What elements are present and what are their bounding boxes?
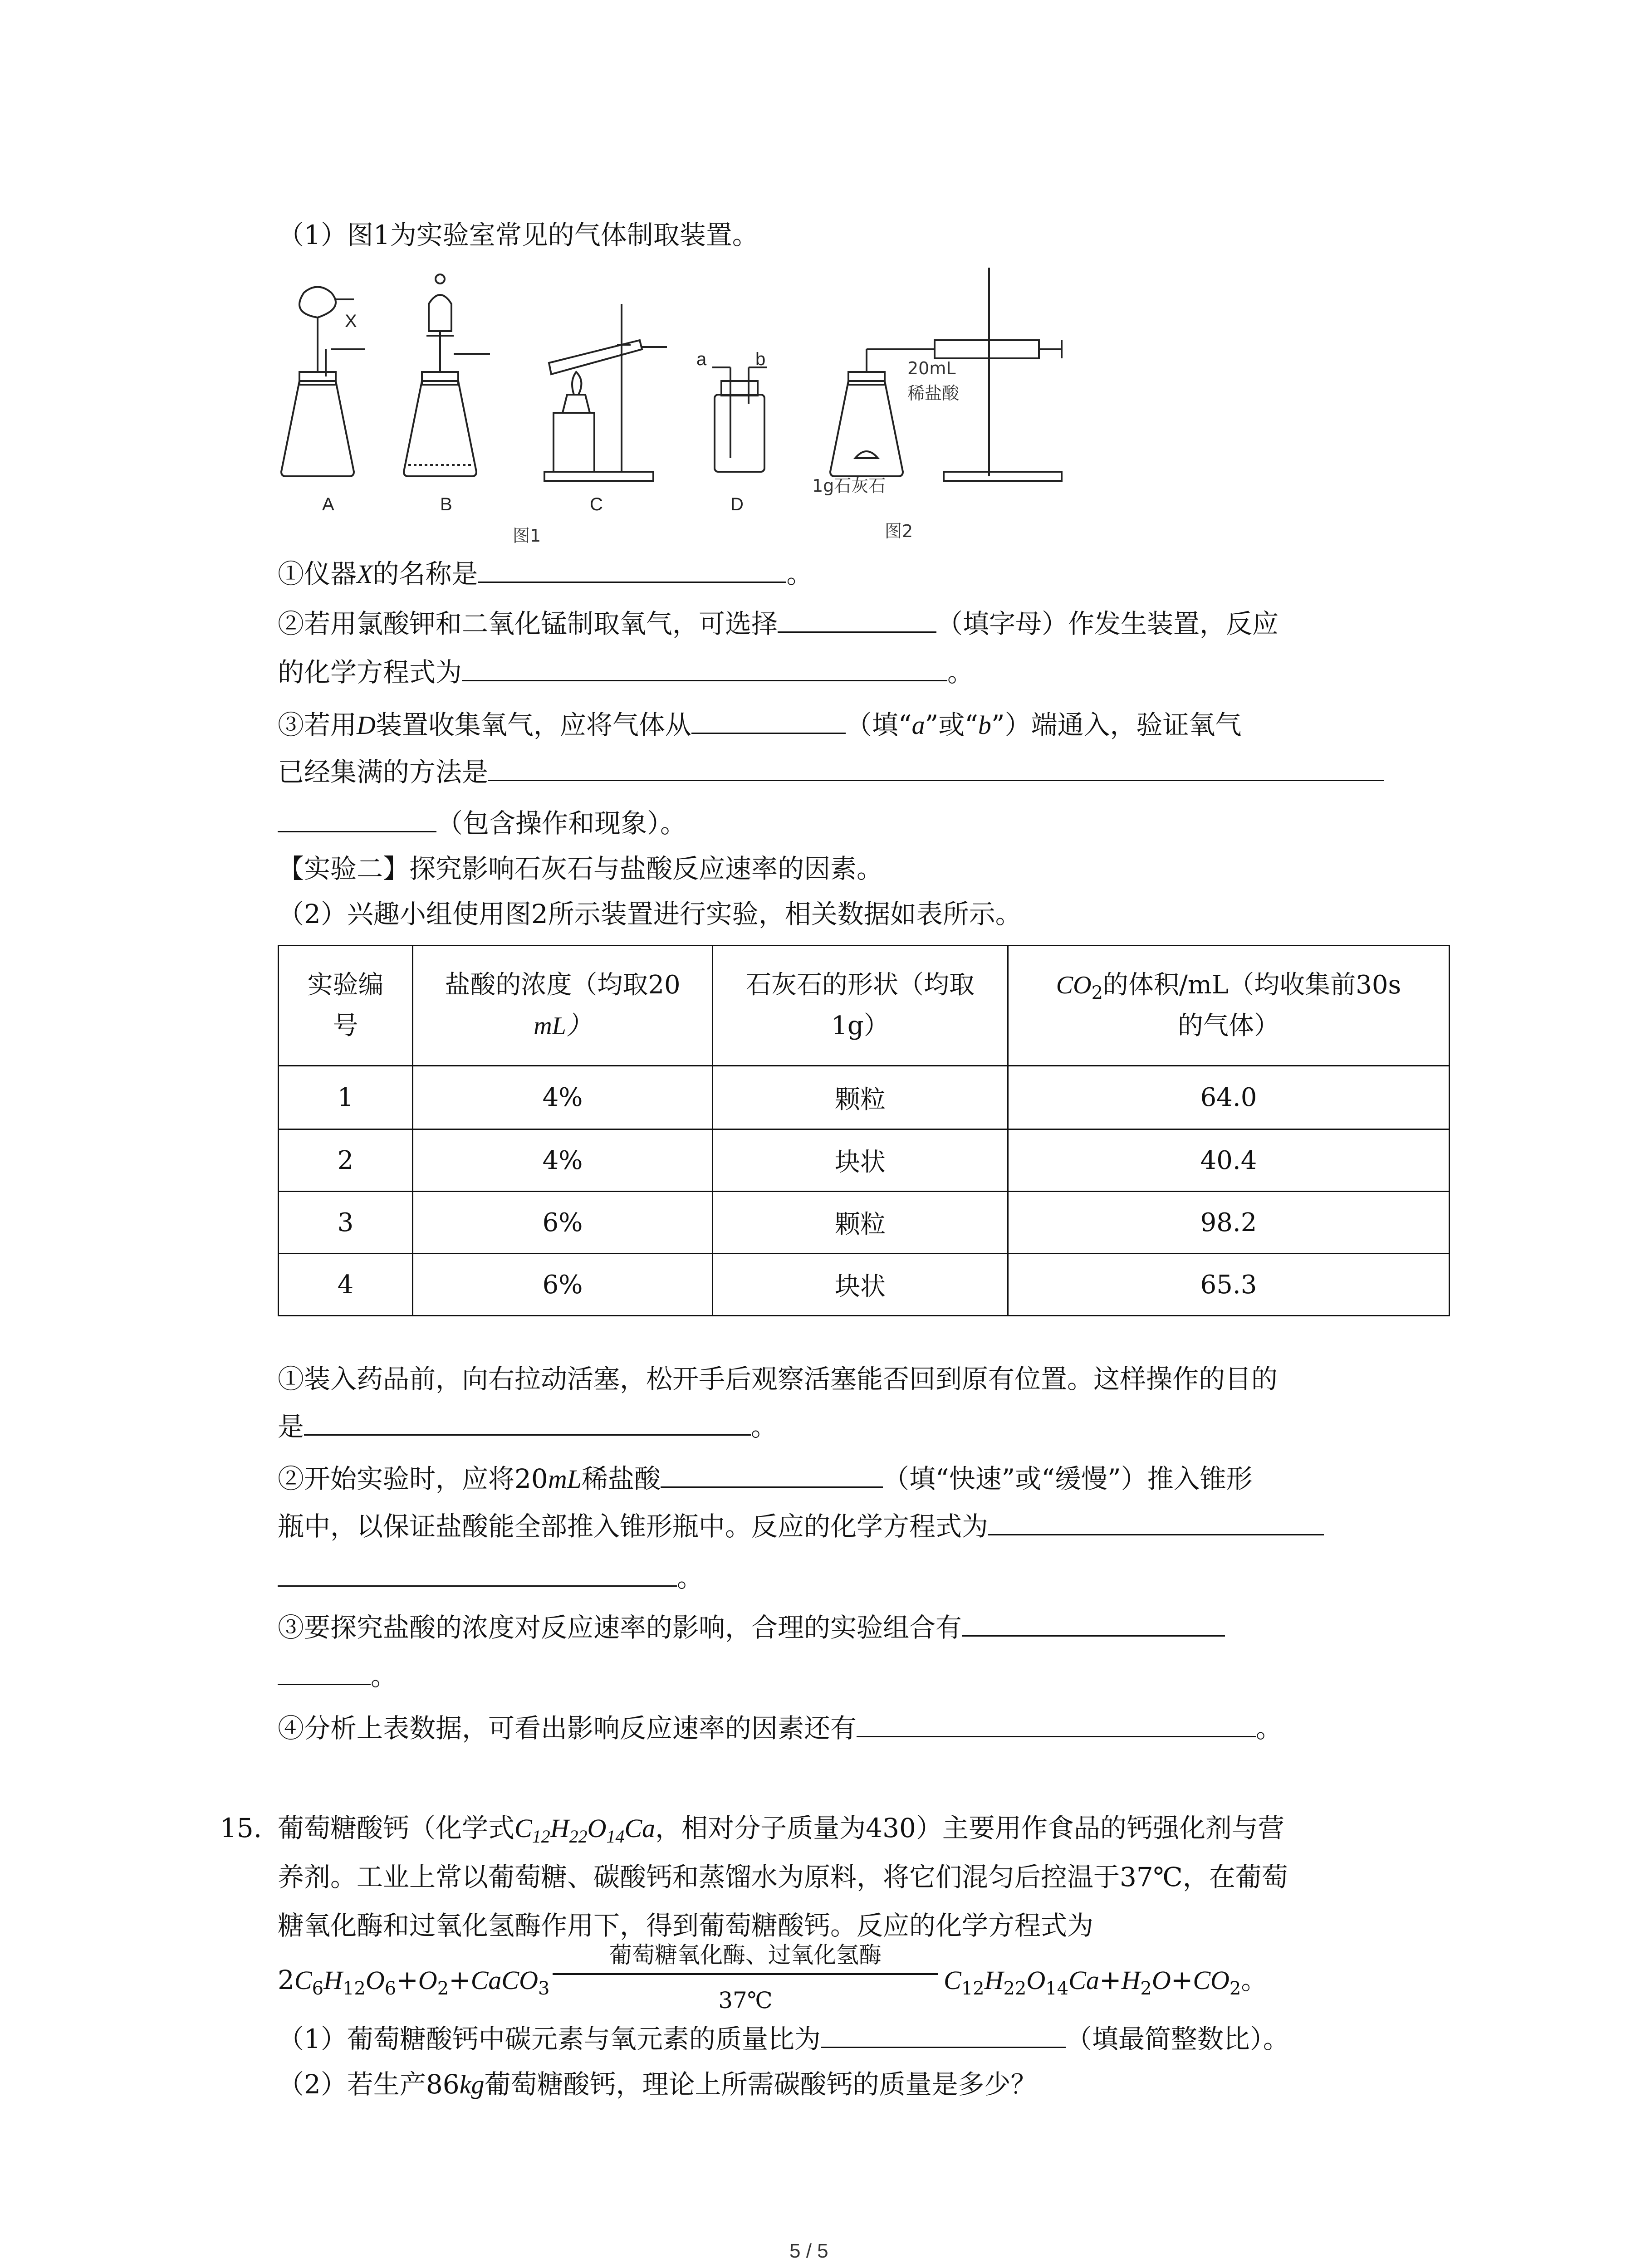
port-a-label: a [696,349,707,369]
label-b: B [440,494,452,514]
q15-sub1: （1）葡萄糖酸钙中碳元素与氧元素的质量比为 （填最简整数比）。 [278,2021,1289,2057]
cell-no: 3 [279,1192,413,1254]
answer-blank-5b[interactable] [278,806,436,832]
port-b-label: b [755,349,766,369]
answer-blank-10[interactable] [857,1711,1256,1737]
answer-blank-8b[interactable] [278,1560,677,1587]
q15-equation-right: $C_{12}H_{22}O_{14}Ca+H_2O+CO_2$。 [944,1965,1268,1999]
q1-item2-cont: 的化学方程式为 。 [278,654,974,690]
fig2-acid-label: 稀盐酸 [907,383,960,403]
q2-item2-cont: 瓶中，以保证盐酸能全部推入锥形瓶中。反应的化学方程式为 [278,1508,1324,1545]
answer-blank-8[interactable] [988,1509,1324,1535]
cell-conc: 6% [413,1192,713,1254]
cell-vol: 65.3 [1008,1254,1450,1316]
cell-no: 1 [279,1066,413,1129]
header-exp-no: 实验编 号 [279,946,413,1066]
fig2-volume-label: 20mL [907,358,956,378]
label-a: A [322,494,334,514]
table-row [279,1129,1450,1192]
q15-formula: $C_{12}H_{22}O_{14}Ca$ [514,1813,656,1847]
answer-blank-6[interactable] [304,1409,751,1436]
label-d: D [730,494,744,514]
q15-line1: 葡萄糖酸钙（化学式$C_{12}H_{22}O_{14}Ca$，相对分子质量为430）主要用作食品的钙强化剂与营 [278,1813,1284,1847]
cell-vol: 40.4 [1008,1129,1450,1192]
q2-item1-cont: 是 。 [278,1408,777,1445]
cell-conc: 4% [413,1066,713,1129]
answer-blank-1[interactable] [478,556,786,583]
q2-item3-end: 。 [278,1658,397,1694]
exp2-title: 【实验二】探究影响石灰石与盐酸反应速率的因素。 [278,853,883,884]
answer-blank-4[interactable] [691,707,846,734]
header-shape: 石灰石的形状（均取 1g） [713,946,1008,1066]
q2-intro: （2）兴趣小组使用图2所示装置进行实验，相关数据如表所示。 [278,899,1022,929]
answer-blank-5[interactable] [488,754,1384,781]
answer-blank-3[interactable] [462,655,947,681]
answer-blank-11[interactable] [821,2021,1066,2048]
q2-item1: ①装入药品前，向右拉动活塞，松开手后观察活塞能否回到原有位置。这样操作的目的 [278,1364,1278,1394]
q15-eq-arrow [553,1973,938,1975]
apparatus-b [404,274,490,476]
q2-item2-end: 。 [278,1559,703,1596]
q1-item2: ②若用氯酸钾和二氧化锰制取氧气，可选择 （填字母）作发生装置，反应 [278,606,1279,642]
header-concentration: 盐酸的浓度（均取20 mL） [413,946,713,1066]
table-row [279,1254,1450,1316]
q1-item3-end: （包含操作和现象）。 [278,805,686,841]
page-number: 5 / 5 [789,2240,828,2262]
table-row [279,1192,1450,1254]
q1-item3: ③若用D装置收集氧气，应将气体从 （填“a”或“b”）端通入，验证氧气 [278,707,1242,743]
q15-number: 15. [220,1813,262,1843]
q2-item2: ②开始实验时，应将20mL稀盐酸 （填“快速”或“缓慢”）推入锥形 [278,1461,1253,1497]
q1-intro: （1）图1为实验室常见的气体制取装置。 [278,220,759,250]
fig1-caption: 图1 [513,526,541,546]
apparatus-d [712,367,767,472]
cell-vol: 98.2 [1008,1192,1450,1254]
cell-shape: 块状 [713,1129,1008,1192]
header-volume: $CO_2$的体积/mL（均收集前30s 的气体） [1008,946,1450,1066]
q15-line3: 糖氧化酶和过氧化氢酶作用下，得到葡萄糖酸钙。反应的化学方程式为 [278,1910,1094,1941]
x-label: X [345,311,357,331]
q15-eq-condition-above: 葡萄糖氧化酶、过氧化氢酶 [609,1942,882,1968]
answer-blank-9[interactable] [962,1610,1225,1637]
fig2-limestone-label: 1g石灰石 [812,476,886,496]
apparatus-figure [272,259,1089,553]
cell-shape: 块状 [713,1254,1008,1316]
answer-blank-2[interactable] [778,606,936,633]
q2-item3: ③要探究盐酸的浓度对反应速率的影响，合理的实验组合有 [278,1609,1225,1646]
table-row [279,1066,1450,1129]
q1-item1: ①仪器X的名称是 。 [278,556,813,592]
cell-shape: 颗粒 [713,1192,1008,1254]
label-c: C [590,494,603,514]
apparatus-c [544,304,667,481]
fig2-caption: 图2 [885,521,913,541]
cell-vol: 64.0 [1008,1066,1450,1129]
q15-equation-left: $2C_6H_{12}O_6+O_2+CaCO_3$ [278,1965,550,1999]
cell-no: 2 [279,1129,413,1192]
data-table [278,945,1450,1316]
cell-conc: 4% [413,1129,713,1192]
q1-item3-cont: 已经集满的方法是 [278,754,1384,790]
q15-eq-condition-below: 37℃ [718,1987,773,2014]
answer-blank-9b[interactable] [278,1658,371,1685]
q15-line2: 养剂。工业上常以葡萄糖、碳酸钙和蒸馏水为原料，将它们混匀后控温于37℃，在葡萄 [278,1862,1288,1892]
cell-no: 4 [279,1254,413,1316]
cell-shape: 颗粒 [713,1066,1008,1129]
cell-conc: 6% [413,1254,713,1316]
table-header-row [279,946,1450,1066]
answer-blank-7[interactable] [661,1461,883,1488]
q2-item4: ④分析上表数据，可看出影响反应速率的因素还有 。 [278,1710,1282,1746]
q15-sub2: （2）若生产86kg葡萄糖酸钙，理论上所需碳酸钙的质量是多少？ [278,2069,1037,2100]
